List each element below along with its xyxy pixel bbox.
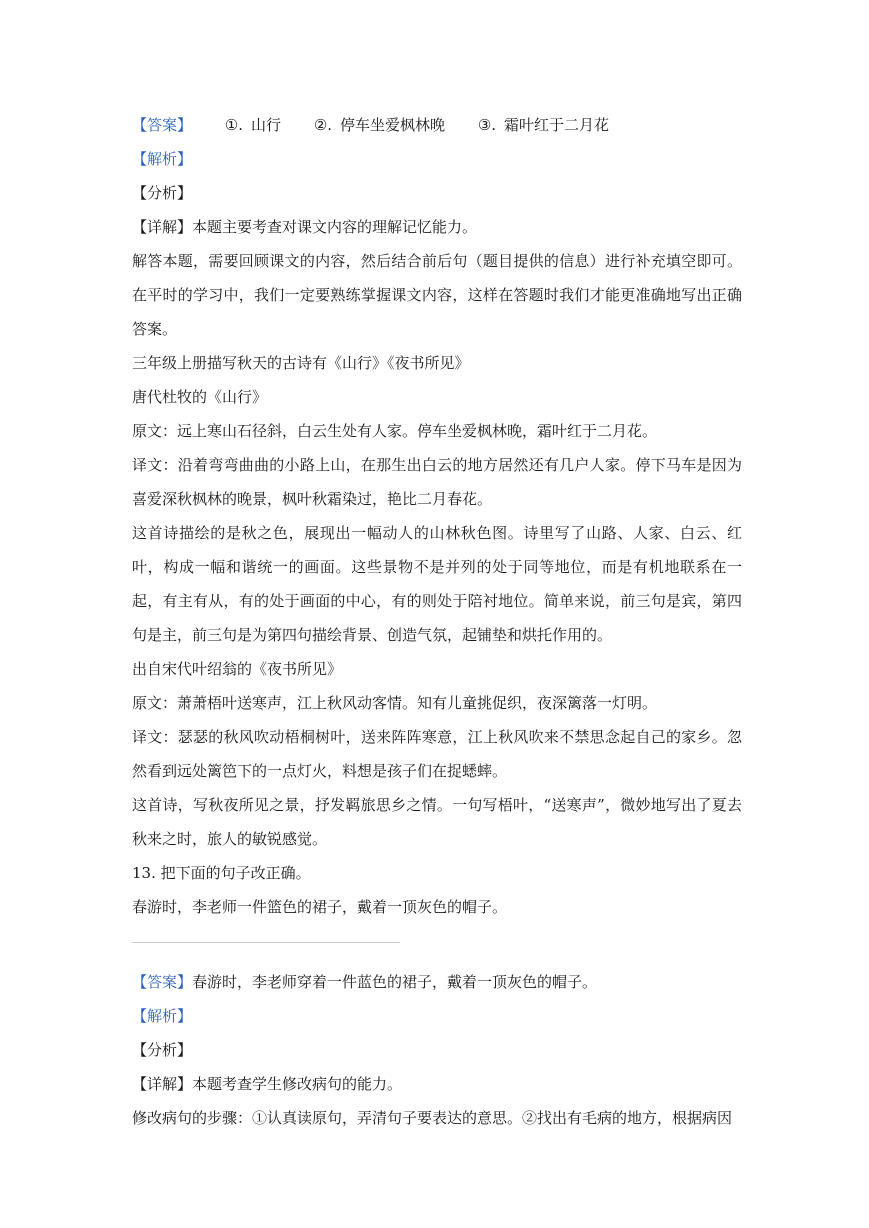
answer-line xyxy=(132,108,742,142)
poems-intro: 三年级上册描写秋天的古诗有《山行》《夜书所见》 xyxy=(132,354,470,372)
paragraph-method: 解答本题，需要回顾课文的内容，然后结合前后句（题目提供的信息）进行补充填空即可。在平时的学习中，我们一定要熟练掌握课文内容，这样在答题时我们才能更准确地写出正确答案。 xyxy=(132,252,742,338)
answer-option-3 xyxy=(478,108,609,142)
poem-description-2: 这首诗，写秋夜所见之景，抒发羁旅思乡之情。一句写梧叶，“送寒声”，微妙地写出了夏去秋来之时，旅人的敏锐感觉。 xyxy=(132,796,742,848)
answer-tag: 【答案】 xyxy=(132,973,193,991)
option-number: ②. xyxy=(313,116,333,134)
option-text: 山行 xyxy=(251,116,282,134)
detail-tag: 【详解】 xyxy=(132,218,193,236)
detail-tag: 【详解】 xyxy=(132,1075,193,1093)
fenxi-tag: 【分析】 xyxy=(132,1041,193,1059)
poem-original-1: 原文：远上寒山石径斜，白云生处有人家。停车坐爱枫林晚，霜叶红于二月花。 xyxy=(132,422,658,440)
option-number: ①. xyxy=(224,116,244,134)
correction-steps: 修改病句的步骤：①认真读原句，弄清句子要表达的意思。②找出有毛病的地方，根据病因 xyxy=(132,1109,733,1127)
detail-line-13 xyxy=(132,1067,742,1101)
detail-line xyxy=(132,210,742,244)
option-text: 停车坐爱枫林晚 xyxy=(340,116,446,134)
option-number: ③. xyxy=(477,116,497,134)
fenxi-tag: 【分析】 xyxy=(132,184,193,202)
poem-original-2: 原文：萧萧梧叶送寒声，江上秋风动客情。知有儿童挑促织，夜深篱落一灯明。 xyxy=(132,694,658,712)
analysis-tag: 【解析】 xyxy=(132,150,193,168)
poem-translation-2: 译文：瑟瑟的秋风吹动梧桐树叶，送来阵阵寒意，江上秋风吹来不禁思念起自己的家乡。忽然看到远处篱笆下的一点灯火，料想是孩子们在捉蟋蟀。 xyxy=(132,728,742,780)
answer-text: 春游时，李老师穿着一件蓝色的裙子，戴着一顶灰色的帽子。 xyxy=(192,973,598,991)
question-13 xyxy=(132,856,742,890)
question-number: 13. xyxy=(132,864,156,882)
answer-tag: 【答案】 xyxy=(132,116,193,134)
poem-source-tang: 唐代杜牧的《山行》 xyxy=(132,388,268,406)
question-text: 把下面的句子改正确。 xyxy=(160,864,311,882)
detail-text: 本题考查学生修改病句的能力。 xyxy=(192,1075,403,1093)
detail-text: 本题主要考查对课文内容的理解记忆能力。 xyxy=(192,218,478,236)
poem-translation-1: 译文：沿着弯弯曲曲的小路上山，在那生出白云的地方居然还有几户人家。停下马车是因为喜爱深秋枫林的晚景，枫叶秋霜染过，艳比二月春花。 xyxy=(132,456,742,508)
answer-option-2 xyxy=(314,108,445,142)
question-sentence: 春游时，李老师一件篮色的裙子，戴着一顶灰色的帽子。 xyxy=(132,898,508,916)
analysis-tag: 【解析】 xyxy=(132,1007,193,1025)
document-page xyxy=(132,108,742,1135)
section-divider xyxy=(132,942,400,943)
poem-source-song: 出自宋代叶绍翁的《夜书所见》 xyxy=(132,660,343,678)
answer-line-13 xyxy=(132,965,742,999)
answer-option-1 xyxy=(225,108,281,142)
option-text: 霜叶红于二月花 xyxy=(504,116,610,134)
poem-description-1: 这首诗描绘的是秋之色，展现出一幅动人的山林秋色图。诗里写了山路、人家、白云、红叶，构成一幅和谐统一的画面。这些景物不是并列的处于同等地位，而是有机地联系在一起，有主有从，有的处于画面的中心，有的则处于陪衬地位。简单来说，前三句是宾，第四句是主，前三句是为第四句描绘背景、创造气氛，起铺垫和烘托作用的。 xyxy=(132,524,742,644)
